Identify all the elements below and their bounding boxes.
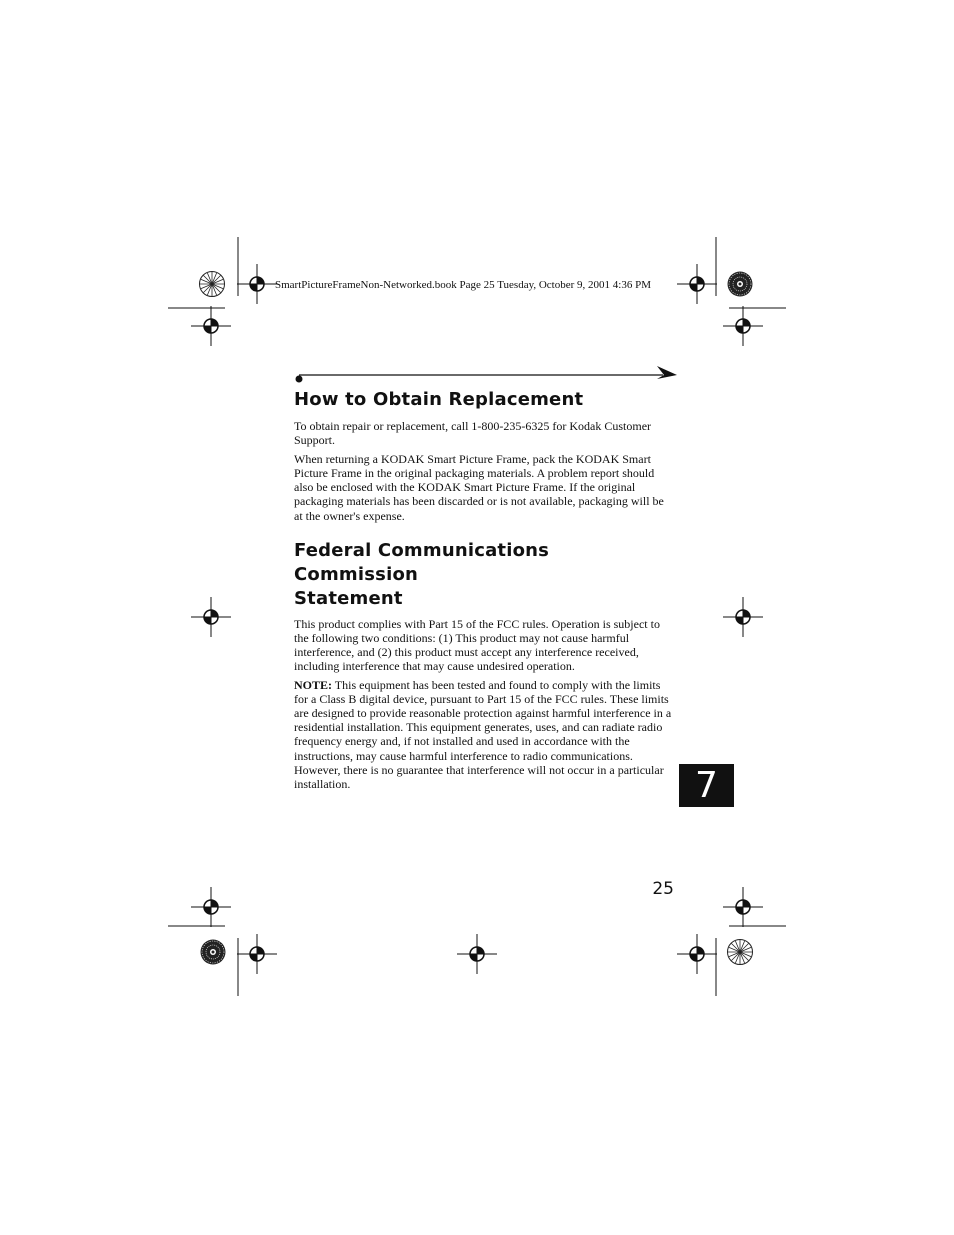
section-title-line: Statement (294, 587, 403, 609)
section-title-fcc (294, 539, 674, 611)
paragraph: This product complies with Part 15 of the FCC rules. Operation is subject to the following two conditions: (1) This product may not cause harmful interference, and (2) this product must accept any interference received, including interference that may cause undesired operation. (294, 616, 660, 673)
paragraph: When returning a KODAK Smart Picture Frame, pack the KODAK Smart Picture Frame in the original packaging materials. A problem report should also be enclosed with the KODAK Smart Picture Frame. If the original packaging materials has been discarded or is not available, packaging will be at the owner's expense. (294, 452, 664, 523)
section-title-replacement: How to Obtain Replacement (294, 389, 584, 410)
note-text: This equipment has been tested and found to comply with the limits for a Class B digital device, pursuant to Part 15 of the FCC rules. These limits are designed to provide reasonable protection against harmful interference in a residential installation. This equipment generates, uses, and can radiate radio frequency energy and, if not installed and used in accordance with the instructions, may cause harmful interference to radio communications. However, there is no guarantee that interference will not occur in a particular installation. (294, 678, 672, 791)
section-title-line: Federal Communications Commission (294, 539, 550, 585)
section-rule (296, 366, 678, 383)
note-label: NOTE: (294, 678, 333, 693)
page-content (294, 388, 674, 796)
chapter-tab: 7 (679, 764, 734, 807)
paragraph: To obtain repair or replacement, call 1-800-235-6325 for Kodak Customer Support. (294, 419, 652, 448)
page-number: 25 (652, 879, 674, 899)
note-paragraph (294, 678, 674, 791)
running-head: SmartPictureFrameNon-Networked.book Page 25 Tuesday, October 9, 2001 4:36 PM (275, 279, 651, 291)
